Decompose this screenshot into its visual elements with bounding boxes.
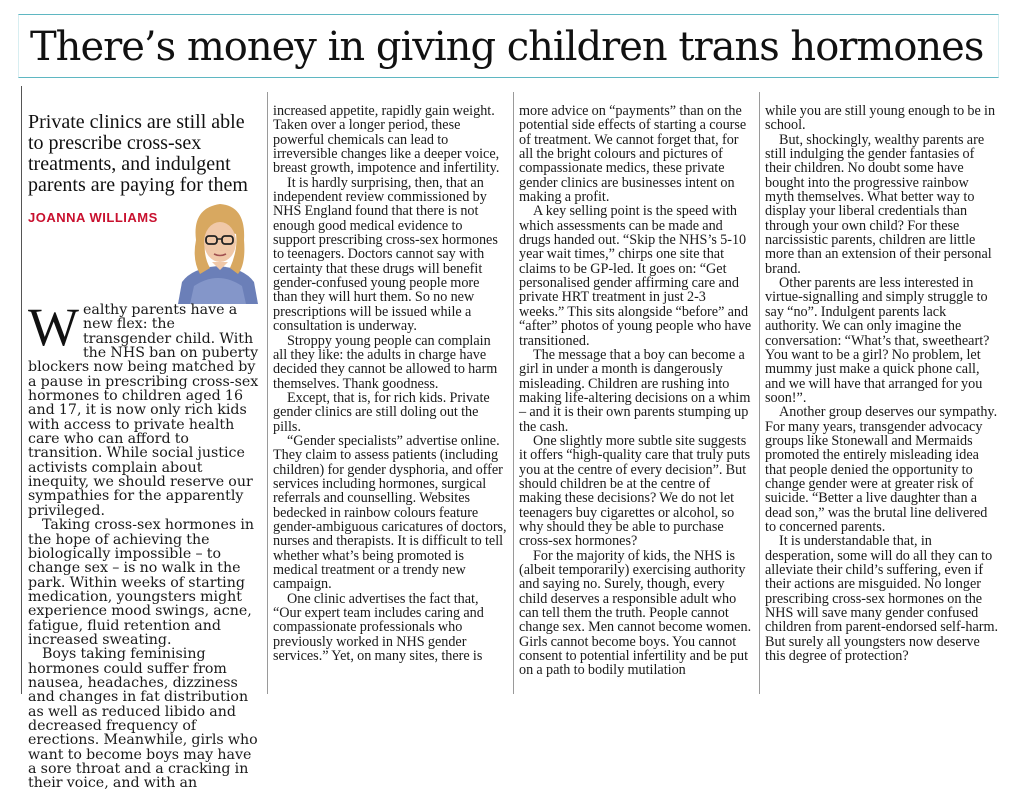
paragraph: more advice on “payments” than on the potential side effects of starting a course of treatment. We cannot forget that, for all the bright colours and pictures of compassionate medics, these private gender clinics are businesses intent on making a profit.	[519, 103, 747, 206]
paragraph: ealthy parents have a new flex: the transgender child. With the NHS ban on puberty blockers now being matched by a pause in prescribing cross-sex hormones to children aged 16 and 17, it is now only rich kids with access to private health care who can afford to transition. While social justice activists complain about inequity, we should reserve our sympathies for the apparently privileged.	[28, 302, 259, 519]
byline-row	[28, 198, 264, 304]
paragraph: Another group deserves our sympathy. For many years, transgender advocacy groups like Stonewall and Mermaids promoted the entirely misleading idea that people denied the opportunity to change gender were at greater risk of suicide. “Better a live daughter than a dead son,” was the brutal line delivered to concerned parents.	[765, 404, 998, 535]
drop-cap: W	[28, 297, 79, 357]
column-2	[273, 104, 507, 663]
paragraph: It is hardly surprising, then, that an independent review commissioned by NHS England found that there is not enough good medical evidence to support prescribing cross-sex hormones to teenagers. Doctors cannot say with certainty that these drugs will benefit gender-confused young people more than they will hurt them. So no new prescriptions will be issued while a consultation is underway.	[273, 174, 498, 335]
paragraph: One slightly more subtle site suggests it offers “high-quality care that truly puts you at the centre of every decision”. But should children be at the centre of making these decisions? We do not let teenagers buy cigarettes or alcohol, so why should they be able to purchase cross-sex hormones?	[519, 432, 751, 550]
column-1	[28, 297, 264, 791]
paragraph: while you are still young enough to be in school.	[765, 103, 996, 134]
headline: There’s money in giving children trans hormones	[30, 24, 984, 70]
byline: JOANNA WILLIAMS	[28, 210, 158, 225]
paragraph: increased appetite, rapidly gain weight. Taken over a longer period, these powerful chemicals can lead to irreversible changes like a deeper voice, breast growth, impotence and infertility.	[273, 103, 500, 177]
paragraph: For the majority of kids, the NHS is (albeit temporarily) exercising authority and saying no. Surely, though, every child deserves a responsible adult who can tell them the truth. People cannot change sex. Men cannot become women. Girls cannot become boys. You cannot consent to potential infertility and be put on a path to bodily mutilation	[519, 547, 752, 679]
left-rule	[21, 86, 22, 694]
paragraph: Taking cross-sex hormones in the hope of achieving the biologically impossible – to change sex – is no walk in the park. Within weeks of starting medication, youngsters might experience mood swings, acne, fatigue, fluid retention and increased sweating.	[28, 517, 255, 648]
paragraph: “Gender specialists” advertise online. They claim to assess patients (including children) for gender dysphoria, and offer services including hormones, surgical referrals and counselling. Websites bedecked in rainbow colours feature gender-ambiguous caricatures of doctors, nurses and therapists. It is difficult to tell whether what’s being promoted is medical treatment or a trendy new campaign.	[273, 432, 507, 593]
paragraph: Stroppy young people can complain all they like: the adults in charge have decided they cannot be allowed to harm themselves. Thank goodness.	[273, 332, 498, 392]
standfirst: Private clinics are still able to prescribe cross-sex treatments, and indulgent parents are paying for them	[28, 111, 248, 196]
paragraph: A key selling point is the speed with which assessments can be made and drugs handed out. “Skip the NHS’s 5-10 year wait times,” chirps one site that claims to be GP-led. It goes on: “Get personalised gender affirming care and private HRT treatment in just 2-3 weeks.” This sits alongside “before” and “after” photos of young people who have transitioned.	[519, 203, 752, 349]
paragraph: Other parents are less interested in virtue-signalling and simply struggle to say “no”. Indulgent parents lack authority. We can only imagine the conversation: “What’s that, sweetheart? You want to be a girl? No problem, let mummy just make a quick phone call, and we will have that arranged for you soon!”.	[765, 275, 990, 406]
paragraph: The message that a boy can become a girl in under a month is dangerously misleading. Children are rushing into making life-altering decisions on a whim – and it is their own parents stumping up the cash.	[519, 346, 751, 435]
paragraph: One clinic advertises the fact that, “Our expert team includes caring and compassionate professionals who previously worked in NHS gender services.” Yet, on many sites, there is	[273, 590, 484, 665]
author-photo	[172, 198, 264, 304]
paragraph: Except, that is, for rich kids. Private gender clinics are still doling out the pills.	[273, 389, 490, 435]
column-3	[519, 104, 753, 678]
column-divider	[513, 92, 514, 694]
column-4	[765, 104, 999, 663]
column-divider	[759, 92, 760, 694]
paragraph: Boys taking feminising hormones could suffer from nausea, headaches, dizziness and changes in fat distribution as well as reduced libido and decreased frequency of erections. Meanwhile, girls who want to become boys may have a sore throat and a cracking in their voice, and with an	[28, 646, 258, 791]
paragraph: But, shockingly, wealthy parents are still indulging the gender fantasies of their children. No doubt some have bought into the progressive rainbow myth themselves. What better way to display your liberal credentials than through your own child? For these narcissistic parents, children are little more than an extension of their personal brand.	[765, 131, 992, 277]
standfirst-block	[28, 112, 262, 196]
column-divider	[267, 92, 268, 694]
paragraph: It is understandable that, in desperation, some will do all they can to alleviate their child’s suffering, even if their actions are misguided. No longer prescribing cross-sex hormones on the NHS will save many gender confused children from parent-endorsed self-harm. But surely all youngsters now deserve this degree of protection?	[765, 533, 999, 665]
